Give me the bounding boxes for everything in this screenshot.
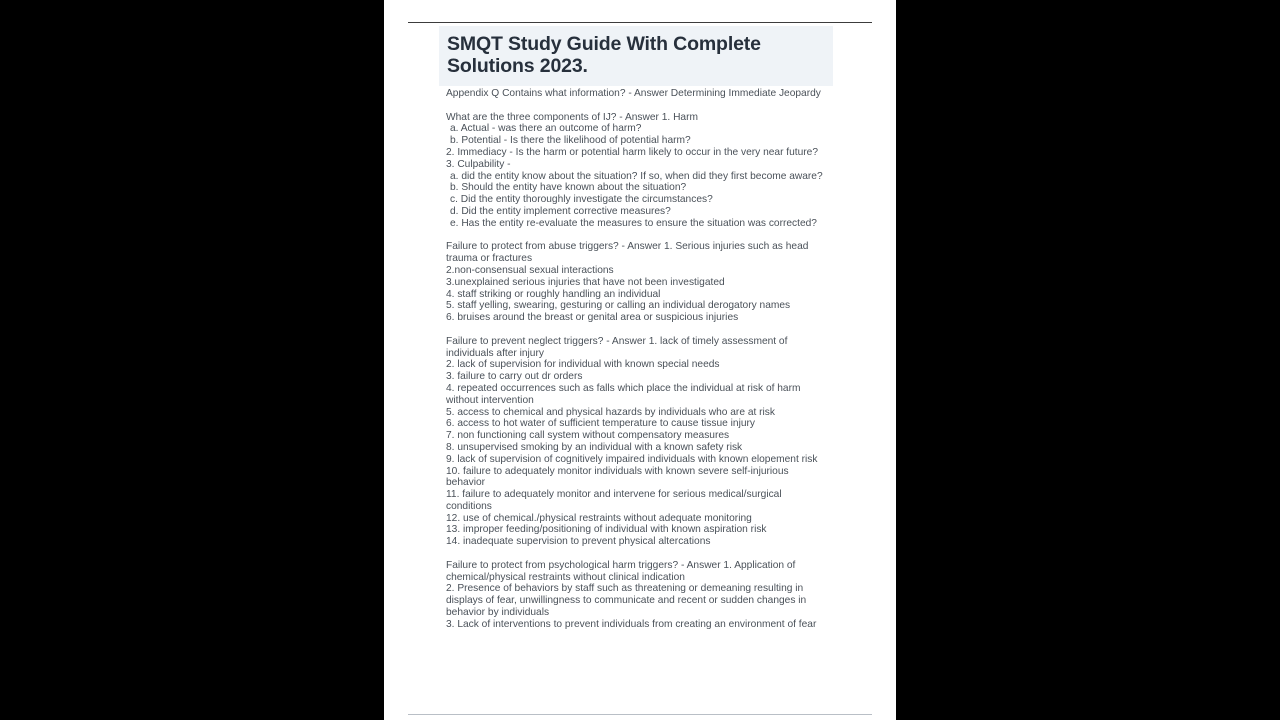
text-line: e. Has the entity re-evaluate the measures to ensure the situation was corrected? <box>450 217 817 229</box>
text-line: 5. access to chemical and physical hazards by individuals who are at risk <box>446 406 775 418</box>
text-line: Failure to protect from abuse triggers? - Answer 1. Serious injuries such as head trauma or fractures <box>446 241 812 265</box>
text-line: 4. repeated occurrences such as falls which place the individual at risk of harm without intervention <box>446 382 804 406</box>
text-line: 6. access to hot water of sufficient temperature to cause tissue injury <box>446 418 755 430</box>
text-line: 11. failure to adequately monitor and intervene for serious medical/surgical conditions <box>446 489 785 512</box>
text-line: 6. bruises around the breast or genital area or suspicious injuries <box>446 312 739 324</box>
document-page <box>384 0 896 720</box>
text-block-appendix-q <box>446 88 828 100</box>
text-line: d. Did the entity implement corrective measures? <box>450 205 671 217</box>
text-line: 7. non functioning call system without compensatory measures <box>446 430 730 442</box>
text-line: 4. staff striking or roughly handling an individual <box>446 288 661 300</box>
text-line: b. Potential - Is there the likelihood of potential harm? <box>450 135 691 147</box>
text-line: Appendix Q Contains what information? - Answer Determining Immediate Jeopardy <box>446 88 821 99</box>
text-line: b. Should the entity have known about the situation? <box>450 182 687 194</box>
text-block-three-components-of-ij <box>446 112 828 230</box>
text-line: 2. Immediacy - Is the harm or potential harm likely to occur in the very near future? <box>446 146 819 158</box>
text-block-psychological-harm-triggers <box>446 560 828 631</box>
text-line: 3. failure to carry out dr orders <box>446 371 583 383</box>
text-line: 9. lack of supervision of cognitively impaired individuals with known elopement risk <box>446 453 818 465</box>
text-line: a. Actual - was there an outcome of harm? <box>450 123 642 135</box>
text-line: 3. Lack of interventions to prevent individuals from creating an environment of fear <box>446 618 817 630</box>
text-block-abuse-triggers <box>446 241 828 324</box>
text-line: 10. failure to adequately monitor individuals with known severe self-injurious behavior <box>446 465 792 489</box>
text-line: What are the three components of IJ? - Answer 1. Harm <box>446 111 698 123</box>
text-line: 2. Presence of behaviors by staff such as threatening or demeaning resulting in displays of fear, unwillingness to communicate and recent or sudden changes in behavior by individuals <box>446 583 810 619</box>
text-line: a. did the entity know about the situation? If so, when did they first become aware? <box>450 170 823 182</box>
text-block-neglect-triggers <box>446 336 828 548</box>
page-top-rule <box>408 22 872 23</box>
text-line: 3.unexplained serious injuries that have not been investigated <box>446 276 725 288</box>
text-line: 2. lack of supervision for individual with known special needs <box>446 359 720 371</box>
text-line: Failure to prevent neglect triggers? - Answer 1. lack of timely assessment of individuals after injury <box>446 335 791 359</box>
document-title-band <box>439 26 833 86</box>
text-line: 14. inadequate supervision to prevent physical altercations <box>446 536 711 548</box>
text-line: 5. staff yelling, swearing, gesturing or calling an individual derogatory names <box>446 300 791 312</box>
text-line: 2.non-consensual sexual interactions <box>446 264 614 276</box>
text-line: 12. use of chemical./physical restraints without adequate monitoring <box>446 512 752 524</box>
text-line: 8. unsupervised smoking by an individual with a known safety risk <box>446 441 743 453</box>
page-title: SMQT Study Guide With Complete Solutions 2023. <box>447 33 761 77</box>
text-line: Failure to protect from psychological harm triggers? - Answer 1. Application of chemical/physical restraints without clinical indication <box>446 559 799 583</box>
page-bottom-rule <box>408 714 872 715</box>
text-line: 3. Culpability - <box>446 158 511 170</box>
text-line: c. Did the entity thoroughly investigate the circumstances? <box>450 194 713 206</box>
document-body <box>446 88 828 631</box>
text-line: 13. improper feeding/positioning of individual with known aspiration risk <box>446 524 767 536</box>
